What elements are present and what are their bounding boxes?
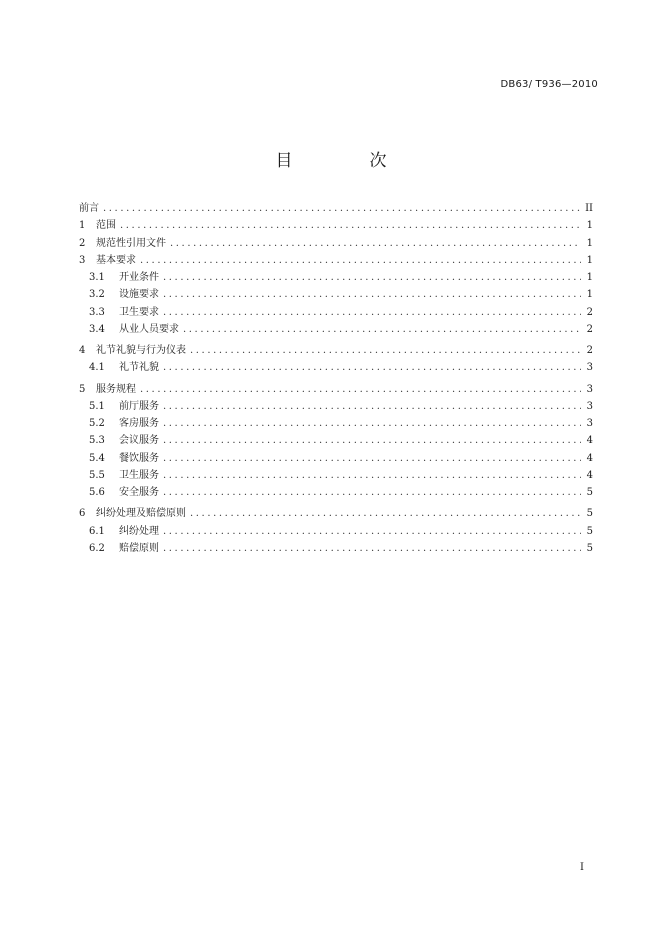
toc-entry-label: 纠纷处理 bbox=[119, 525, 159, 537]
toc-entry-label: 前厅服务 bbox=[119, 400, 159, 412]
toc-entry-label: 规范性引用文件 bbox=[96, 237, 166, 249]
dot-leader bbox=[163, 359, 581, 376]
toc-entry-label: 前言 bbox=[79, 203, 99, 214]
dot-leader bbox=[140, 252, 581, 269]
toc-entry[interactable] bbox=[79, 321, 593, 338]
dot-leader bbox=[163, 450, 581, 467]
toc-entry-page: 5 bbox=[586, 525, 593, 537]
toc-entry-number: 3.3 bbox=[89, 306, 105, 318]
toc-entry-label: 安全服务 bbox=[119, 487, 159, 498]
toc-entry-page: 3 bbox=[586, 418, 593, 429]
toc-entry-number: 6.1 bbox=[89, 525, 105, 537]
toc-title: 目 次 bbox=[275, 151, 417, 171]
dot-leader bbox=[103, 200, 581, 217]
dot-leader bbox=[140, 381, 581, 398]
toc-entry-page: 3 bbox=[586, 362, 593, 374]
toc-entry[interactable] bbox=[79, 523, 593, 540]
toc-entry[interactable] bbox=[79, 235, 593, 252]
toc-entry-page: 1 bbox=[586, 289, 593, 301]
toc-entry-label: 服务规程 bbox=[96, 383, 136, 395]
dot-leader bbox=[183, 321, 581, 338]
dot-leader bbox=[163, 415, 581, 432]
toc-entry-label: 礼节礼貌 bbox=[119, 362, 159, 374]
toc-entry[interactable] bbox=[79, 200, 593, 217]
toc-entry-page: 4 bbox=[586, 469, 593, 481]
toc-entry[interactable] bbox=[79, 304, 593, 321]
toc-entry-number: 3.2 bbox=[89, 289, 105, 301]
toc-entry-number: 5.5 bbox=[89, 469, 105, 481]
page-number: I bbox=[580, 862, 584, 873]
toc-entry-label: 卫生服务 bbox=[119, 469, 159, 481]
toc-entry[interactable] bbox=[79, 505, 593, 522]
toc-entry[interactable] bbox=[79, 484, 593, 501]
toc-entry-label: 客房服务 bbox=[119, 418, 159, 429]
dot-leader bbox=[163, 304, 581, 321]
toc-entry-number: 5.1 bbox=[89, 400, 105, 412]
toc-entry[interactable] bbox=[79, 467, 593, 484]
toc-entry-page: 5 bbox=[586, 508, 593, 520]
toc-entry-label: 餐饮服务 bbox=[119, 452, 159, 464]
dot-leader bbox=[163, 523, 581, 540]
toc-entry-page: II bbox=[585, 203, 593, 214]
toc-entry-label: 设施要求 bbox=[119, 289, 159, 301]
toc-entry-number: 5.6 bbox=[89, 487, 105, 498]
toc-entry-page: 1 bbox=[586, 272, 593, 283]
dot-leader bbox=[163, 540, 581, 557]
toc-entry[interactable] bbox=[79, 398, 593, 415]
toc-entry-number: 6.2 bbox=[89, 542, 105, 554]
toc-entry[interactable] bbox=[79, 286, 593, 303]
toc-entry[interactable] bbox=[79, 415, 593, 432]
toc-entry-label: 开业条件 bbox=[119, 272, 159, 283]
toc-entry-page: 4 bbox=[586, 452, 593, 464]
toc-entry[interactable] bbox=[79, 381, 593, 398]
toc-entry-number: 2 bbox=[79, 237, 86, 249]
toc-entry-page: 2 bbox=[586, 345, 593, 356]
toc-entry[interactable] bbox=[79, 432, 593, 449]
toc-entry-label: 范围 bbox=[96, 220, 116, 232]
toc-entry-label: 礼节礼貌与行为仪表 bbox=[96, 345, 186, 356]
table-of-contents bbox=[79, 200, 593, 557]
toc-entry-page: 1 bbox=[586, 254, 593, 266]
dot-leader bbox=[163, 398, 581, 415]
toc-entry-number: 5.3 bbox=[89, 435, 105, 447]
toc-entry-number: 5.4 bbox=[89, 452, 105, 464]
dot-leader bbox=[163, 467, 581, 484]
dot-leader bbox=[163, 286, 581, 303]
toc-entry-number: 3.1 bbox=[89, 272, 105, 283]
toc-entry[interactable] bbox=[79, 269, 593, 286]
toc-entry-page: 2 bbox=[586, 306, 593, 318]
dot-leader bbox=[190, 342, 581, 359]
toc-entry[interactable] bbox=[79, 359, 593, 376]
toc-entry-label: 赔偿原则 bbox=[119, 542, 159, 554]
dot-leader bbox=[163, 432, 581, 449]
toc-entry-number: 5 bbox=[79, 383, 86, 395]
toc-entry-page: 4 bbox=[586, 435, 593, 447]
toc-entry[interactable] bbox=[79, 342, 593, 359]
document-code: DB63/ T936—2010 bbox=[500, 79, 598, 90]
toc-entry-label: 卫生要求 bbox=[119, 306, 159, 318]
toc-entry-page: 2 bbox=[586, 323, 593, 335]
dot-leader bbox=[120, 217, 581, 234]
toc-entry-label: 会议服务 bbox=[119, 435, 159, 447]
toc-entry-number: 3.4 bbox=[89, 323, 105, 335]
toc-entry-page: 1 bbox=[586, 220, 593, 232]
toc-entry-page: 5 bbox=[586, 487, 593, 498]
toc-entry-label: 从业人员要求 bbox=[119, 323, 179, 335]
toc-entry-number: 4 bbox=[79, 345, 86, 356]
dot-leader bbox=[163, 484, 581, 501]
toc-entry-page: 1 bbox=[586, 237, 593, 249]
toc-entry-number: 6 bbox=[79, 508, 86, 520]
dot-leader bbox=[190, 505, 581, 522]
toc-entry-page: 3 bbox=[586, 383, 593, 395]
toc-entry[interactable] bbox=[79, 217, 593, 234]
toc-entry[interactable] bbox=[79, 450, 593, 467]
toc-entry-number: 3 bbox=[79, 254, 86, 266]
toc-entry[interactable] bbox=[79, 540, 593, 557]
dot-leader bbox=[170, 235, 581, 252]
toc-entry-page: 3 bbox=[586, 400, 593, 412]
toc-entry-label: 纠纷处理及赔偿原则 bbox=[96, 508, 186, 520]
toc-entry-page: 5 bbox=[586, 542, 593, 554]
toc-entry-label: 基本要求 bbox=[96, 254, 136, 266]
toc-entry-number: 5.2 bbox=[89, 418, 105, 429]
toc-entry-number: 1 bbox=[79, 220, 86, 232]
toc-entry[interactable] bbox=[79, 252, 593, 269]
toc-entry-number: 4.1 bbox=[89, 362, 105, 374]
dot-leader bbox=[163, 269, 581, 286]
